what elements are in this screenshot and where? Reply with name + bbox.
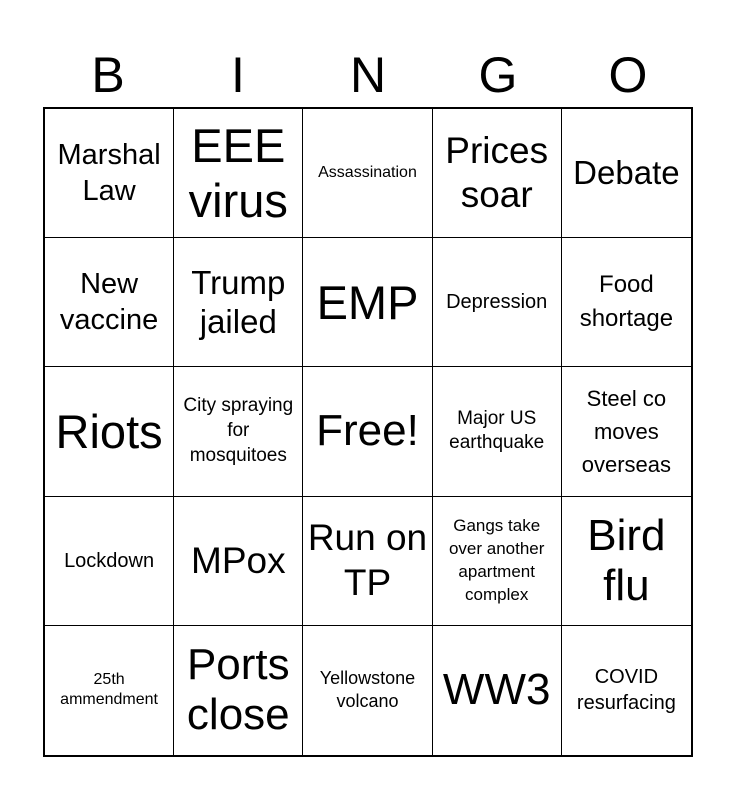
- cell-label: Prices soar: [445, 129, 549, 216]
- bingo-cell[interactable]: [45, 109, 174, 238]
- bingo-cell[interactable]: [433, 497, 562, 626]
- bingo-cell[interactable]: [433, 238, 562, 367]
- cell-label: Debate: [573, 154, 680, 192]
- bingo-cell[interactable]: [433, 109, 562, 238]
- cell-label: City spraying for mosquitoes: [183, 395, 294, 466]
- bingo-board: [43, 107, 693, 757]
- cell-label: Free!: [316, 406, 419, 456]
- bingo-cell[interactable]: [303, 109, 432, 238]
- cell-label: Ports close: [186, 640, 290, 740]
- cell-label: Gangs take over another apartment complex: [448, 515, 545, 604]
- cell-label: Bird flu: [587, 510, 666, 610]
- bingo-cell[interactable]: [433, 626, 562, 755]
- cell-label: Depression: [446, 291, 548, 314]
- bingo-cell[interactable]: [562, 367, 691, 496]
- bingo-cell free-space[interactable]: [303, 367, 432, 496]
- cell-label: Trump jailed: [191, 263, 286, 341]
- cell-label: Assassination: [318, 163, 417, 181]
- header-letter-g: G: [478, 47, 518, 103]
- bingo-cell[interactable]: [45, 626, 174, 755]
- cell-label: Steel co moves overseas: [581, 385, 672, 477]
- header-letter-b: B: [91, 47, 125, 103]
- bingo-cell[interactable]: [174, 109, 303, 238]
- bingo-cell[interactable]: [45, 367, 174, 496]
- bingo-cell[interactable]: [174, 367, 303, 496]
- bingo-cell[interactable]: [562, 626, 691, 755]
- bingo-cell[interactable]: [45, 497, 174, 626]
- cell-label: COVID resurfacing: [576, 666, 676, 715]
- bingo-cell[interactable]: [174, 238, 303, 367]
- bingo-cell[interactable]: [562, 238, 691, 367]
- cell-label: MPox: [191, 539, 286, 581]
- cell-label: Major US earthquake: [449, 407, 545, 454]
- bingo-cell[interactable]: [303, 497, 432, 626]
- cell-label: Run on TP: [307, 517, 428, 603]
- cell-label: Food shortage: [579, 271, 674, 333]
- cell-label: Yellowstone volcano: [319, 668, 416, 712]
- bingo-cell[interactable]: [174, 497, 303, 626]
- bingo-cell[interactable]: [562, 109, 691, 238]
- cell-label: 25th ammendment: [60, 670, 158, 709]
- bingo-header: [43, 40, 693, 110]
- bingo-cell[interactable]: [562, 497, 691, 626]
- cell-label: WW3: [442, 665, 551, 715]
- cell-label: Lockdown: [64, 549, 155, 572]
- cell-label: Riots: [55, 404, 163, 458]
- bingo-cell[interactable]: [45, 238, 174, 367]
- bingo-cell[interactable]: [433, 367, 562, 496]
- cell-label: New vaccine: [59, 268, 159, 337]
- cell-label: Marshal Law: [57, 138, 161, 208]
- header-letter-o: O: [608, 47, 648, 103]
- bingo-cell[interactable]: [303, 626, 432, 755]
- bingo-cell[interactable]: [303, 238, 432, 367]
- header-letter-i: I: [231, 47, 245, 103]
- bingo-cell[interactable]: [174, 626, 303, 755]
- cell-label: EMP: [316, 275, 419, 329]
- header-letter-n: N: [349, 47, 387, 103]
- cell-label: EEE virus: [188, 118, 288, 228]
